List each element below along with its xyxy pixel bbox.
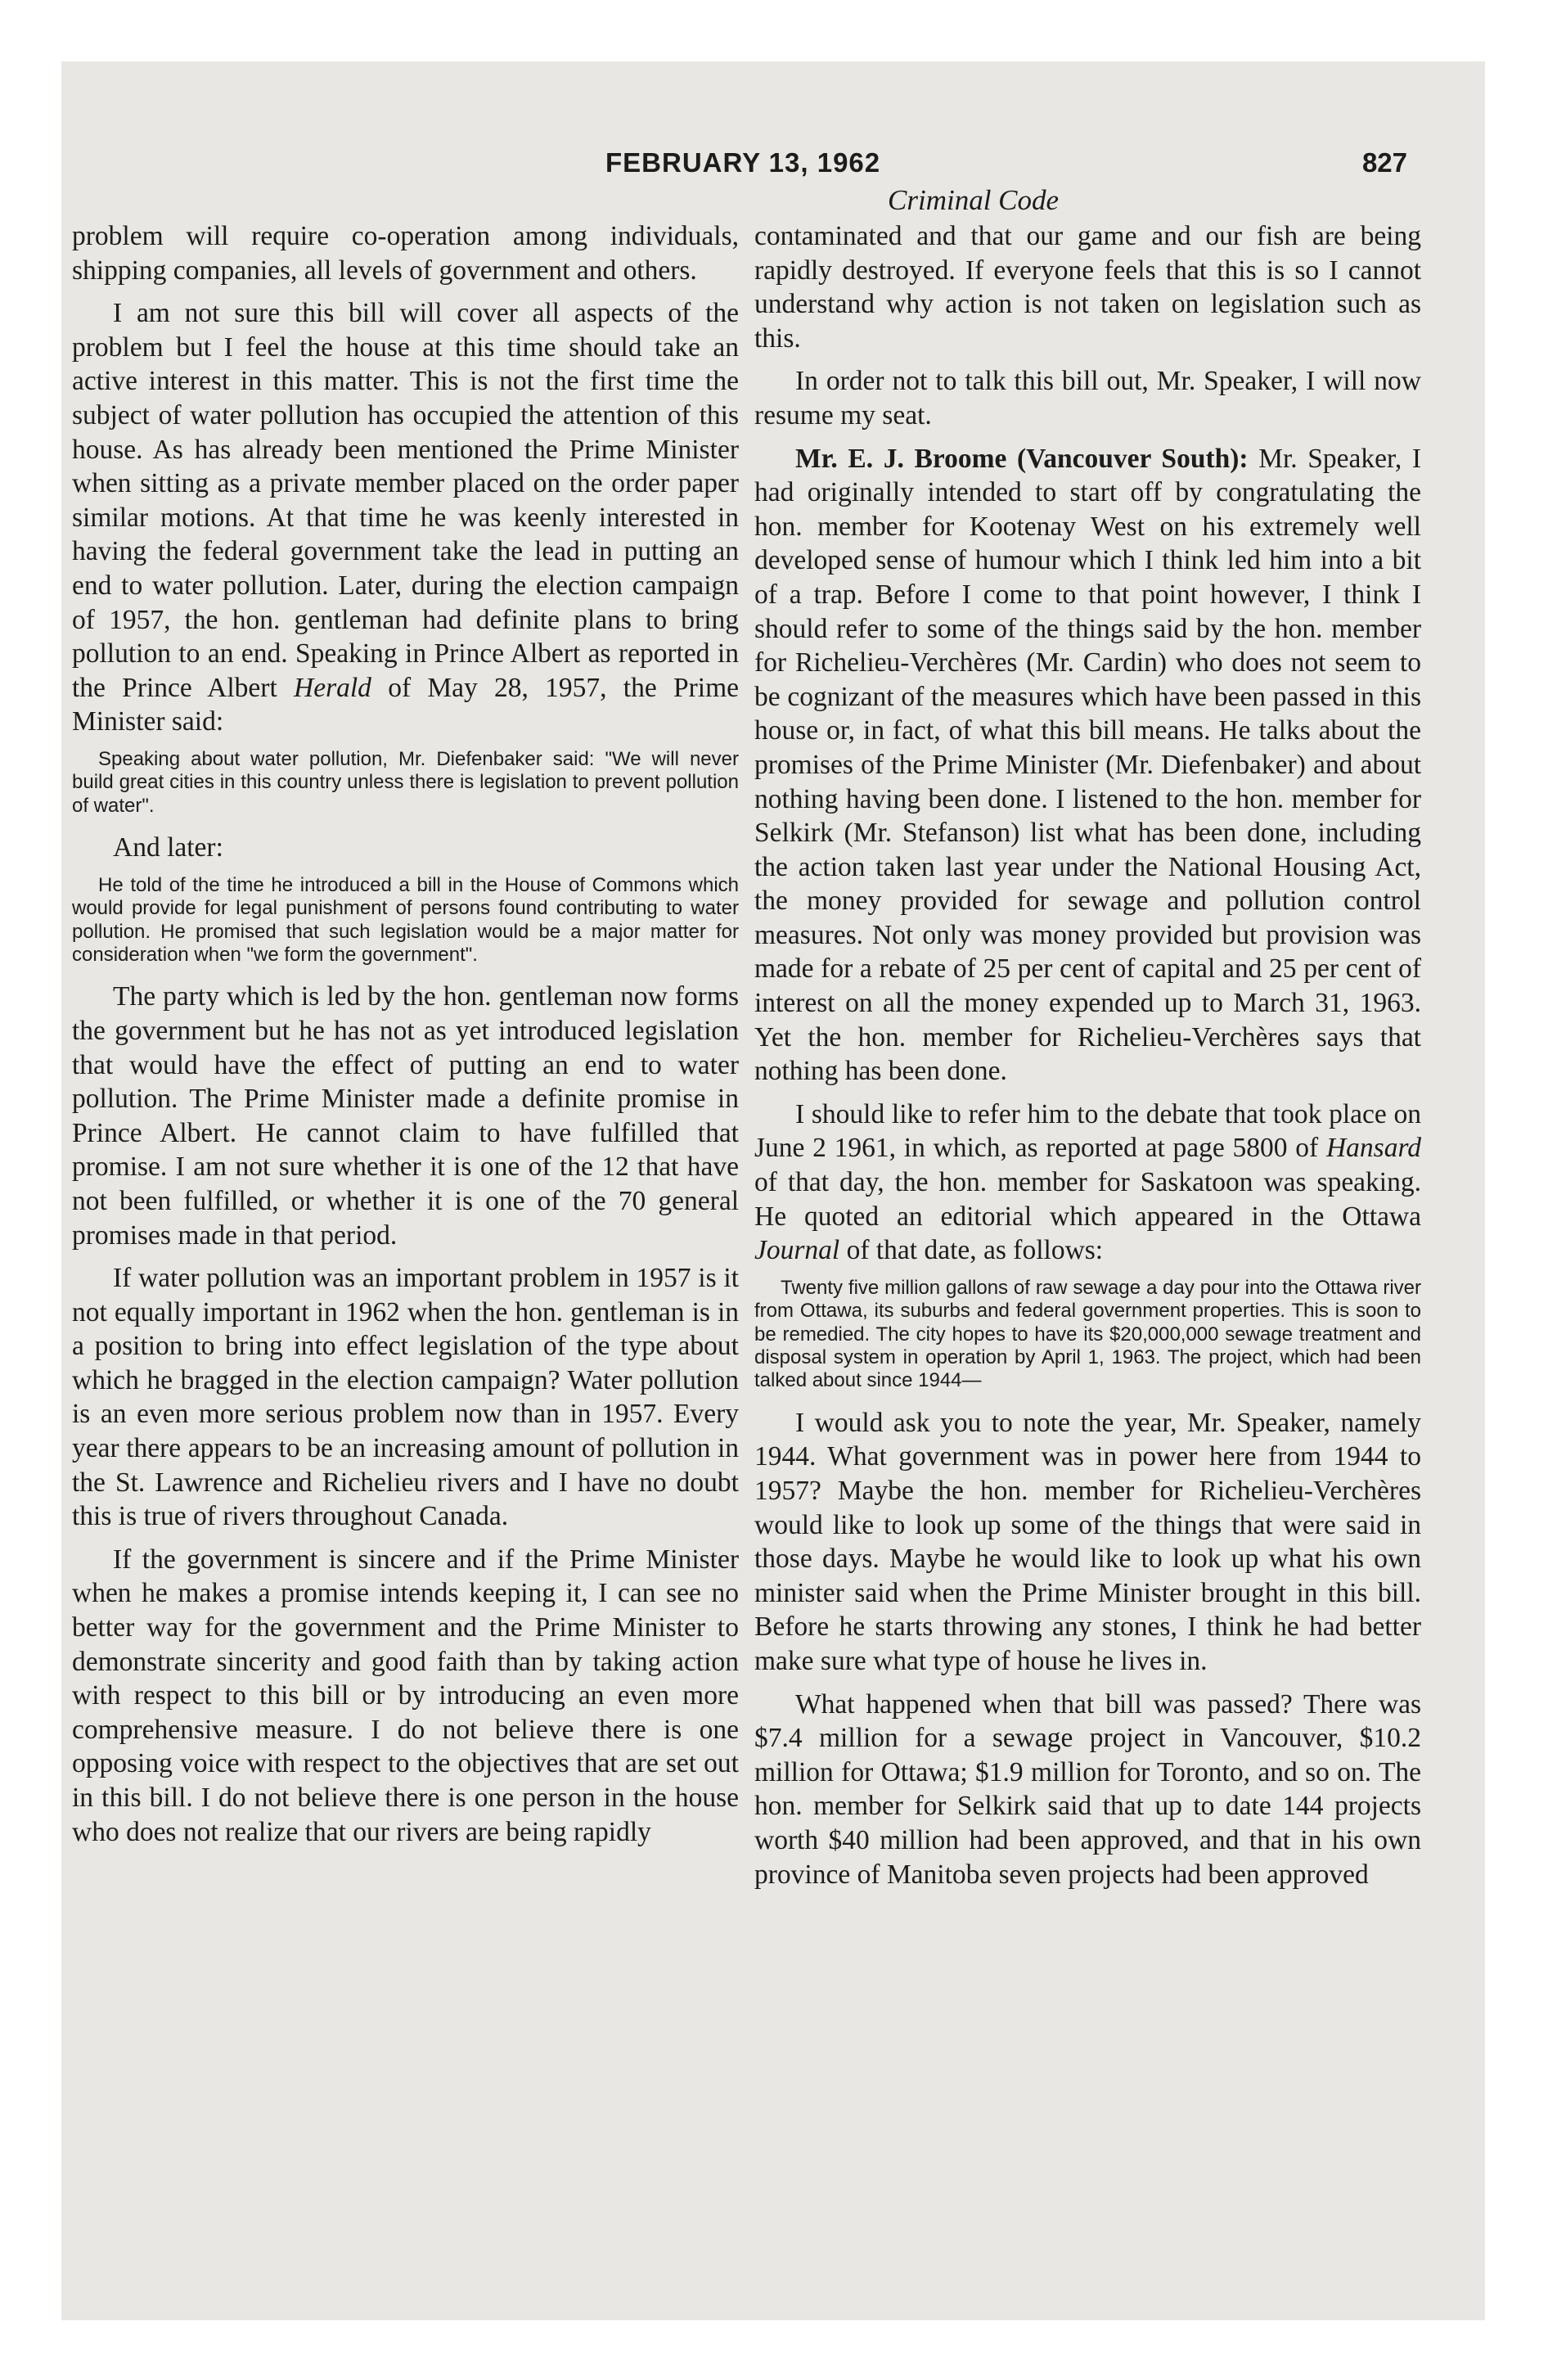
left-column: [72, 219, 739, 1858]
publication-title: Herald: [294, 672, 371, 703]
paragraph: In order not to talk this bill out, Mr. Speaker, I will now resume my seat.: [754, 366, 1421, 430]
paragraph: I would ask you to note the year, Mr. Speaker, namely 1944. What government was in power here from 1944 to 1957? Maybe the hon. member for Richelieu-Verchères would like to look up some of the things that were said in those days. Maybe he would like to look up what his own minister said when the Prime Minister brought in this bill. Before he starts throwing any stones, I think he had better make sure what type of house he lives in.: [754, 1407, 1421, 1676]
paragraph: I should like to refer him to the debate that took place on June 2 1961, in which, as reported at page 5800 of Hansard of that day, the hon. member for Saskatoon was speaking. He quoted an editorial which appeared in the Ottawa Journal of that date, as follows:: [754, 1098, 1422, 1266]
publication-title: Hansard: [1325, 1133, 1422, 1164]
paragraph: contaminated and that our game and our fish are being rapidly destroyed. If everyone feels that this is so I cannot understand why action is not taken on legislation such as this.: [754, 221, 1421, 354]
publication-title: Journal: [754, 1235, 840, 1266]
hansard-page: [61, 61, 1485, 2320]
paragraph: What happened when that bill was passed? There was $7.4 million for a sewage project in Vancouver, $10.2 million for Ottawa; $1.9 million for Toronto, and so on. The hon. member for Selkirk said that up to date 144 projects worth $40 million had been approved, and that in his own province of Manitoba seven projects had been approved: [754, 1688, 1421, 1890]
paragraph: Mr. E. J. Broome (Vancouver South): Mr. Speaker, I had originally intended to start off by congratulating the hon. member for Kootenay West on his extremely well developed sense of humour which I think led him into a bit of a trap. Before I come to that point however, I think I should refer to some of the things said by the hon. member for Richelieu-Verchères (Mr. Cardin) who does not seem to be cognizant of the measures which have been passed in this house or, in fact, of what this bill means. He talks about the promises of the Prime Minister (Mr. Diefenbaker) and about nothing having been done. I listened to the hon. member for Selkirk (Mr. Stefanson) list what has been done, including the action taken last year under the National Housing Act, the money provided for sewage and pollution control measures. Not only was money provided but provision was made for a rebate of 25 per cent of capital and 25 per cent of interest on all the money expended up to March 31, 1963. Yet the hon. member for Richelieu-Verchères says that nothing has been done.: [754, 443, 1421, 1087]
quotation: He told of the time he introduced a bill in the House of Commons which would provide for legal punishment of persons found contributing to water pollution. He promised that such legislation would be a major matter for consideration when "we form the government".: [72, 873, 739, 966]
speaker-name: Mr. E. J. Broome (Vancouver South):: [795, 443, 1249, 474]
paragraph: If the government is sincere and if the Prime Minister when he makes a promise intends keeping it, I can see no better way for the government and the Prime Minister to demonstrate sincerity and good faith than by taking action with respect to this bill or by introducing an even more comprehensive measure. I do not believe there is one opposing voice with respect to the objectives that are set out in this bill. I do not believe there is one person in the house who does not realize that our rivers are being rapidly: [72, 1544, 739, 1847]
right-column: [754, 219, 1421, 1900]
header-date: FEBRUARY 13, 1962: [605, 147, 881, 178]
page-number: 827: [1361, 147, 1407, 178]
running-title: Criminal Code: [888, 184, 1060, 216]
paragraph: If water pollution was an important problem in 1957 is it not equally important in 1962 when the hon. gentleman is in a position to bring into effect legislation of the type about which he bragged in the election campaign? Water pollution is an even more serious problem now than in 1957. Every year there appears to be an increasing amount of pollution in the St. Lawrence and Richelieu rivers and I have no doubt this is true of rivers throughout Canada.: [72, 1263, 739, 1532]
quotation: Speaking about water pollution, Mr. Diefenbaker said: "We will never build great cities in this country unless there is legislation to prevent pollution of water".: [72, 747, 739, 817]
paragraph: problem will require co-operation among individuals, shipping companies, all levels of government and others.: [72, 221, 739, 286]
paragraph: The party which is led by the hon. gentleman now forms the government but he has not as yet introduced legislation that would have the effect of putting an end to water pollution. The Prime Minister made a definite promise in Prince Albert. He cannot claim to have fulfilled that promise. I am not sure whether it is one of the 12 that have not been fulfilled, or whether it is one of the 70 general promises made in that period.: [72, 981, 739, 1251]
quotation: Twenty five million gallons of raw sewage a day pour into the Ottawa river from Ottawa, its suburbs and federal government properties. This is soon to be remedied. The city hopes to have its $20,000,000 sewage treatment and disposal system in operation by April 1, 1963. The project, which had been talked about since 1944—: [754, 1276, 1421, 1392]
page-header: [61, 147, 1485, 180]
paragraph: I am not sure this bill will cover all aspects of the problem but I feel the house at this time should take an active interest in this matter. This is not the first time the subject of water pollution has occupied the attention of this house. As has already been mentioned the Prime Minister when sitting as a private member placed on the order paper similar motions. At that time he was keenly interested in having the federal government take the lead in putting an end to water pollution. Later, during the election campaign of 1957, the hon. gentleman had definite plans to bring pollution to an end. Speaking in Prince Albert as reported in the Prince Albert Herald of May 28, 1957, the Prime Minister said:: [72, 298, 740, 737]
paragraph: And later:: [113, 832, 223, 863]
